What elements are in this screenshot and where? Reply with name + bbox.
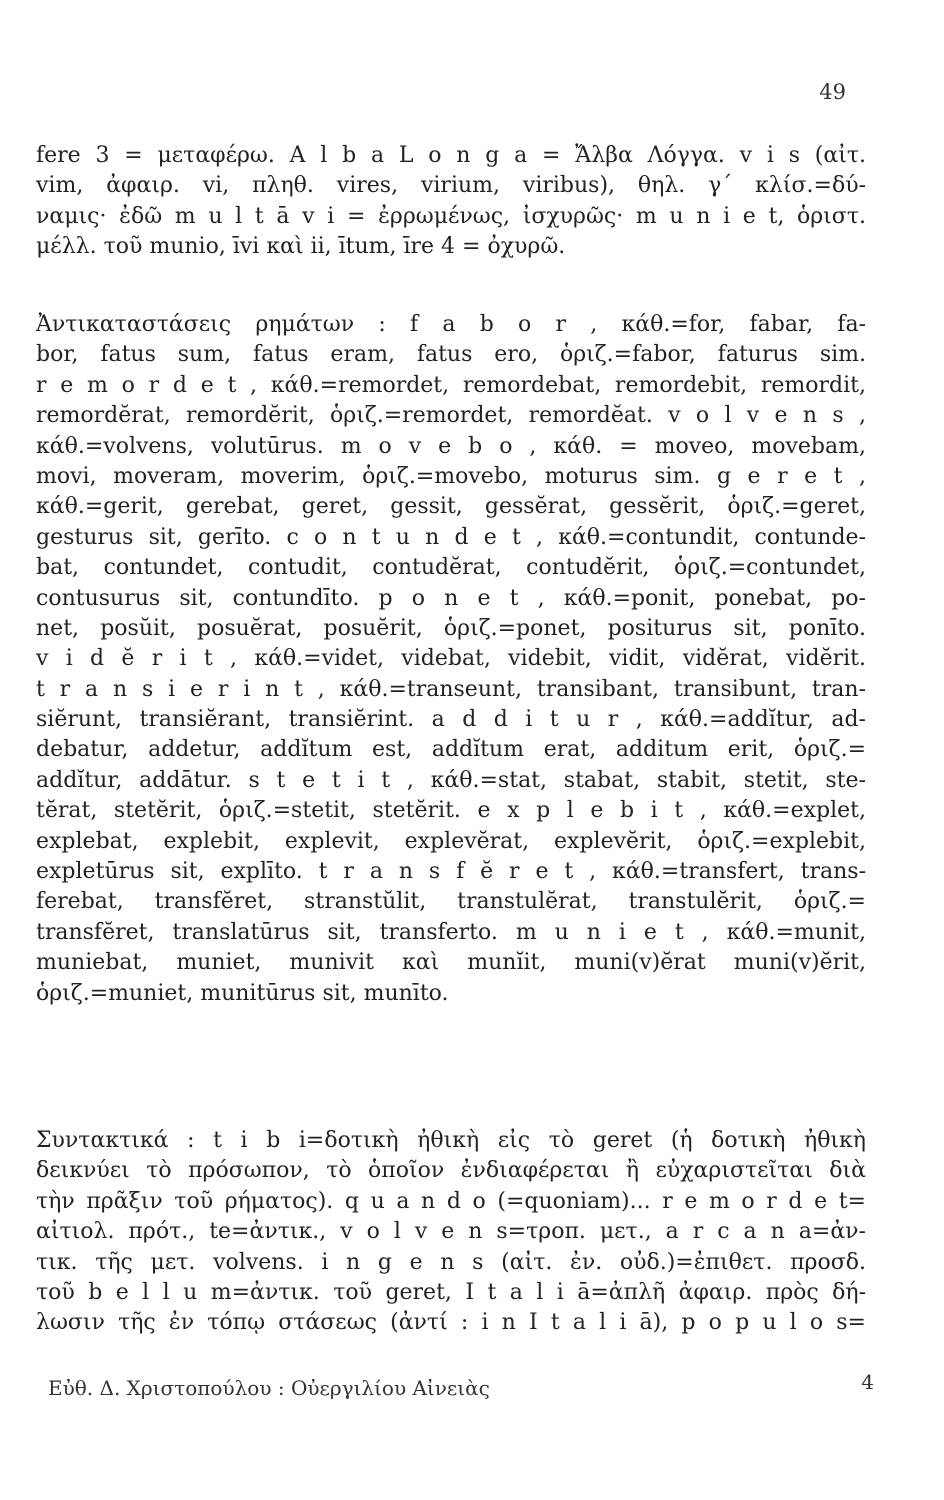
text-line: transfĕret, translatūrus sit, transferto. m u n i e t , κάθ.=munit, bbox=[36, 919, 866, 945]
text-line: explebat, explebit, explevit, explevĕrat, explevĕrit, ὁριζ.=explebit, bbox=[36, 828, 866, 854]
signature-mark: 4 bbox=[861, 1370, 874, 1394]
text-line: movi, moveram, moverim, ὁριζ.=movebo, moturus sim. g e r e t , bbox=[36, 463, 866, 489]
text-line: tĕrat, stetĕrit, ὁριζ.=stetit, stetĕrit. e x p l e b i t , κάθ.=explet, bbox=[36, 798, 866, 824]
text-line: τὴν πρᾶξιν τοῦ ρήματος). q u a n d o (=quoniam)... r e m o r d e t= bbox=[36, 1188, 866, 1214]
text-line: t r a n s i e r i n t , κάθ.=transeunt, transibant, transibunt, tran- bbox=[36, 676, 866, 702]
text-line: fere 3 = μεταφέρω. A l b a L o n g a = Ἄλβα Λόγγα. v i s (αἰτ. bbox=[36, 143, 866, 168]
text-line: τικ. τῆς μετ. volvens. i n g e n s (αἰτ. ἐν. οὐδ.)=ἐπιθετ. προσδ. bbox=[36, 1249, 866, 1275]
text-line: muniebat, muniet, munivit καὶ munĭit, muni(v)ĕrat muni(v)ĕrit, bbox=[36, 950, 866, 976]
paragraph-verb-substitutions bbox=[36, 310, 866, 1009]
text-line: Συντακτικά : t i b i=δοτικὴ ἠθικὴ εἰς τὸ geret (ἡ δοτικὴ ἠθικὴ bbox=[36, 1128, 866, 1153]
text-line: vim, ἀφαιρ. vi, πληθ. vires, virium, viribus), θηλ. γ΄ κλίσ.=δύ- bbox=[36, 173, 866, 199]
paragraph-vocabulary bbox=[36, 141, 866, 263]
text-line: κάθ.=gerit, gerebat, geret, gessit, gessĕrat, gessĕrit, ὁριζ.=geret, bbox=[36, 494, 866, 520]
text-line: remordĕrat, remordĕrit, ὁριζ.=remordet, remordĕat. v o l v e n s , bbox=[36, 403, 866, 429]
text-line: κάθ.=volvens, volutūrus. m o v e b o , κάθ. = moveo, movebam, bbox=[36, 433, 866, 459]
text-line: ναμις· ἐδῶ m u l t ā v i = ἐρρωμένως, ἰσχυρῶς· m u n i e t, ὁριστ. bbox=[36, 203, 866, 229]
text-line: expletūrus sit, explīto. t r a n s f ĕ r e t , κάθ.=transfert, trans- bbox=[36, 859, 866, 885]
text-line: ferebat, transfĕret, stranstŭlit, transtulĕrat, transtulĕrit, ὁριζ.= bbox=[36, 889, 866, 915]
text-line: debatur, addetur, addĭtum est, addĭtum erat, additum erit, ὁριζ.= bbox=[36, 737, 866, 763]
text-line: contusurus sit, contundīto. p o n e t , κάθ.=ponit, ponebat, po- bbox=[36, 585, 866, 611]
text-line: addĭtur, addātur. s t e t i t , κάθ.=stat, stabat, stabit, stetit, ste- bbox=[36, 767, 866, 793]
text-line: μέλλ. τοῦ munio, īvi καὶ ii, ītum, īre 4 = ὀχυρῶ. bbox=[36, 234, 566, 260]
text-line: τοῦ b e l l u m=ἀντικ. τοῦ geret, I t a l i ā=ἀπλῆ ἀφαιρ. πρὸς δή- bbox=[36, 1279, 866, 1305]
page-number: 49 bbox=[819, 80, 846, 104]
text-line: gesturus sit, gerīto. c o n t u n d e t , κάθ.=contundit, contunde- bbox=[36, 524, 866, 550]
text-line: Ἀντικαταστάσεις ρημάτων : f a b o r , κάθ.=for, fabar, fa- bbox=[36, 312, 866, 337]
text-line: λωσιν τῆς ἐν τόπῳ στάσεως (ἀντί : i n I t a l i ā), p o p u l o s= bbox=[36, 1310, 866, 1336]
text-line: bor, fatus sum, fatus eram, fatus ero, ὁριζ.=fabor, faturus sim. bbox=[36, 342, 866, 368]
text-line: v i d ĕ r i t , κάθ.=videt, videbat, videbit, vidit, vidĕrat, vidĕrit. bbox=[36, 646, 866, 672]
text-line: net, posŭit, posuĕrat, posuĕrit, ὁριζ.=ponet, positurus sit, ponīto. bbox=[36, 615, 866, 641]
text-line: δεικνύει τὸ πρόσωπον, τὸ ὁποῖον ἐνδιαφέρεται ἢ εὐχαριστεῖται διὰ bbox=[36, 1158, 866, 1184]
text-line: αἰτιολ. πρότ., te=ἀντικ., v o l v e n s=τροπ. μετ., a r c a n a=ἀν- bbox=[36, 1219, 866, 1245]
footer-credit: Εὐθ. Δ. Χριστοπούλου : Οὐεργιλίου Αἰνειὰς bbox=[48, 1376, 490, 1400]
paragraph-syntax bbox=[36, 1126, 866, 1339]
text-line: siĕrunt, transiĕrant, transiĕrint. a d d i t u r , κάθ.=addĭtur, ad- bbox=[36, 707, 866, 733]
text-line: bat, contundet, contudit, contudĕrat, contudĕrit, ὁριζ.=contundet, bbox=[36, 555, 866, 581]
text-line: r e m o r d e t , κάθ.=remordet, remordebat, remordebit, remordit, bbox=[36, 372, 866, 398]
text-line: ὁριζ.=muniet, munitūrus sit, munīto. bbox=[36, 980, 449, 1006]
